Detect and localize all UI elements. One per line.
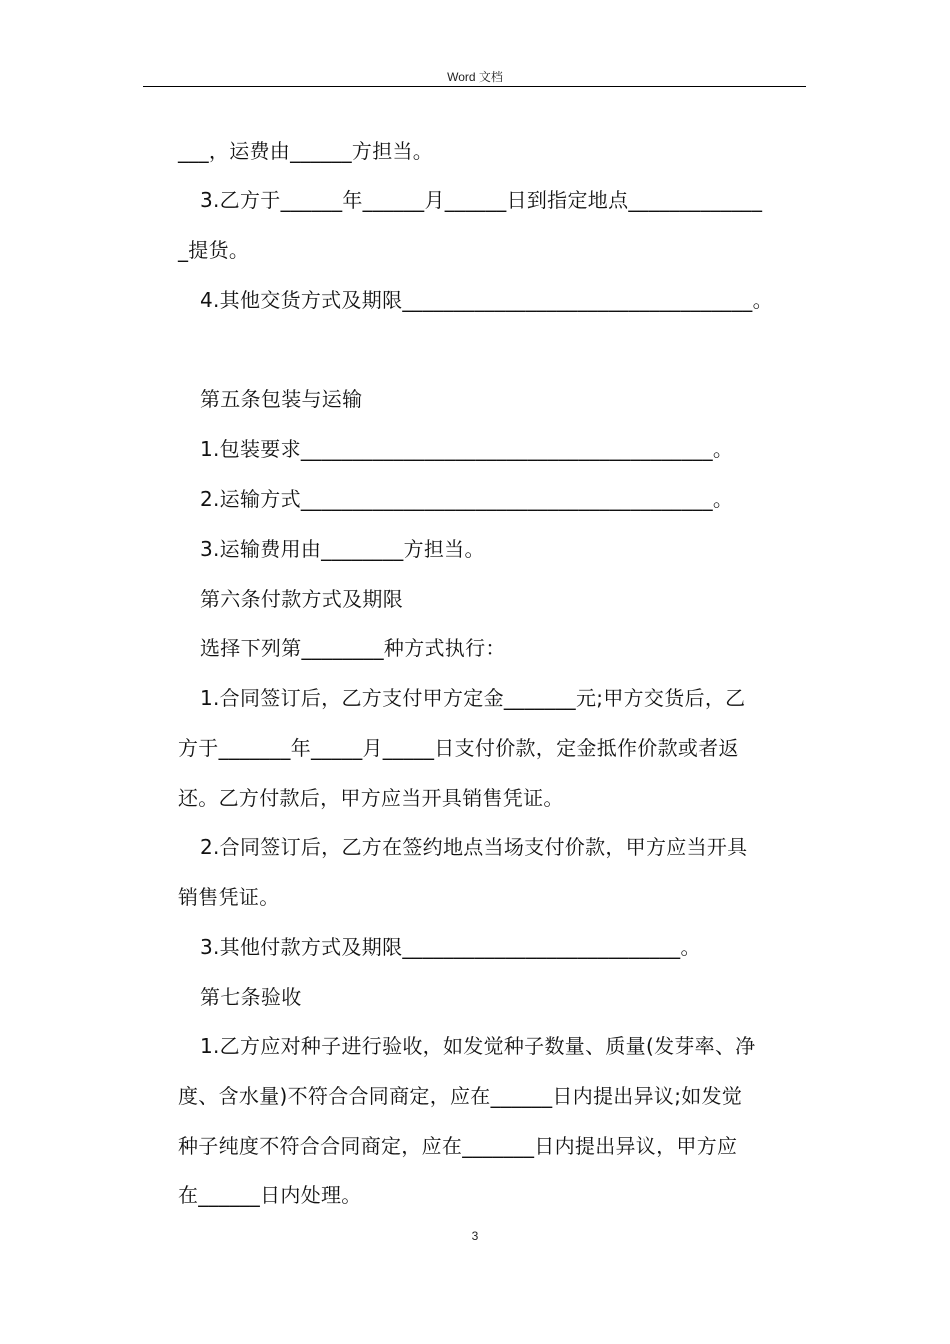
body-line: 1.乙方应对种子进行验收，如发觉种子数量、质量(发芽率、净	[200, 1034, 756, 1058]
body-line: 3.运输费用由________方担当。	[200, 537, 485, 561]
body-line: 选择下列第________种方式执行：	[200, 636, 506, 660]
body-line: 1.合同签订后，乙方支付甲方定金_______元;甲方交货后，乙	[200, 686, 746, 710]
section-heading: 第五条包装与运输	[200, 387, 363, 411]
body-line: ___，运费由______方担当。	[178, 139, 434, 163]
body-line: 3.乙方于______年______月______日到指定地点_____________	[200, 188, 763, 212]
body-line: 在______日内处理。	[178, 1183, 362, 1207]
section-heading: 第七条验收	[200, 985, 302, 1009]
body-line: 1.包装要求________________________________________。	[200, 437, 734, 461]
body-line: 方于_______年_____月_____日支付价款，定金抵作价款或者返	[178, 736, 739, 760]
page-header-title: Word 文档	[447, 70, 503, 84]
body-line: _提货。	[178, 238, 250, 262]
body-line: 种子纯度不符合合同商定，应在_______日内提出异议，甲方应	[178, 1134, 738, 1158]
body-line: 度、含水量)不符合合同商定，应在______日内提出异议;如发觉	[178, 1084, 743, 1108]
body-line: 2.合同签订后，乙方在签约地点当场支付价款，甲方应当开具	[200, 835, 748, 859]
body-line: 2.运输方式________________________________________。	[200, 487, 734, 511]
body-line: 销售凭证。	[178, 885, 280, 909]
body-line: 还。乙方付款后，甲方应当开具销售凭证。	[178, 786, 564, 810]
header-divider	[143, 86, 806, 87]
section-heading: 第六条付款方式及期限	[200, 587, 403, 611]
body-line: 4.其他交货方式及期限__________________________________。	[200, 288, 773, 312]
page-number: 3	[471, 1229, 479, 1243]
body-line: 3.其他付款方式及期限___________________________。	[200, 935, 701, 959]
